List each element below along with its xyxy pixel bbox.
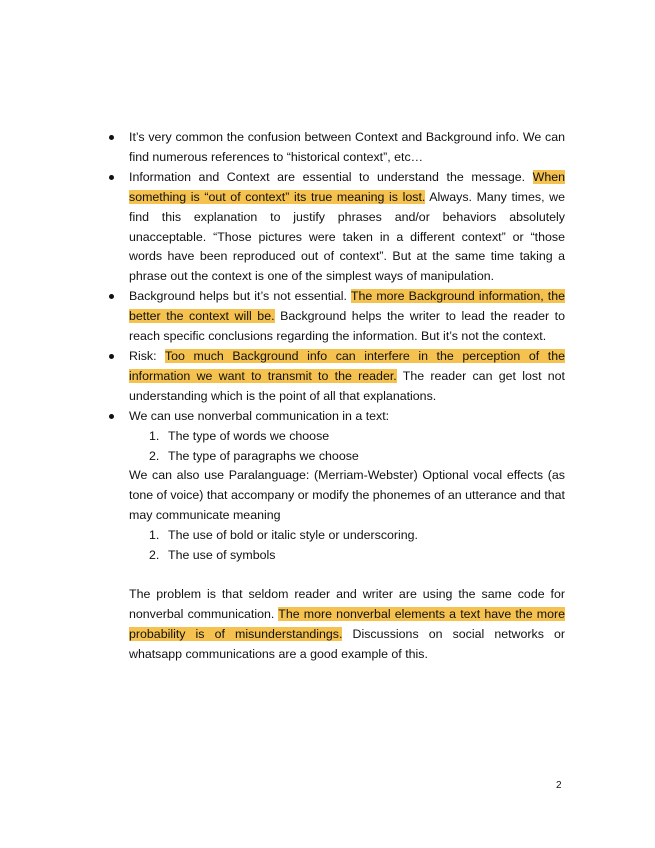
highlighted-text: When something is “out of context” its true meaning is lost. <box>129 169 565 204</box>
closing-text: Discussions on social networks or whatsapp communications are a good example of this. <box>129 626 566 661</box>
bullet-text: Background helps the writer to lead the reader to reach specific conclusions regarding the information. But it’s not the context. <box>129 309 565 344</box>
bullet-text: Background helps but it’s not essential. <box>129 289 351 304</box>
highlighted-text: The more Background information, the better the context will be. <box>129 289 565 324</box>
numbered-item <box>149 546 565 566</box>
item-text: The use of symbols <box>168 548 276 563</box>
item-number: 2. <box>149 448 160 463</box>
page-number: 2 <box>556 780 562 791</box>
bullet-text: Information and Context are essential to understand the message. <box>129 169 533 184</box>
numbered-item <box>149 447 565 467</box>
bullet-list <box>129 128 565 566</box>
bullet-icon <box>109 135 114 140</box>
numbered-item <box>149 526 565 546</box>
bullet-icon <box>109 294 114 299</box>
bullet-item-context-confusion <box>129 128 565 168</box>
item-text: The type of paragraphs we choose <box>168 448 359 463</box>
bullet-text: Risk: <box>129 348 165 363</box>
paralanguage-paragraph: We can also use Paralanguage: (Merriam-Webster) Optional vocal effects (as tone of voice) that accompany or modify the phonemes of an utterance and that may communicate meaning <box>129 468 566 523</box>
closing-paragraph <box>129 585 565 665</box>
numbered-list-paralanguage <box>129 526 565 566</box>
item-number: 1. <box>149 428 160 443</box>
numbered-list-text-choices <box>129 427 565 467</box>
bullet-icon <box>109 175 114 180</box>
bullet-text: It’s very common the confusion between Context and Background info. We can find numerous references to “historical context”, etc… <box>129 130 565 164</box>
highlighted-text: Too much Background info can interfere in the perception of the information we want to transmit to the reader. <box>129 348 565 383</box>
bullet-item-risk <box>129 347 565 407</box>
item-number: 2. <box>149 548 160 563</box>
bullet-item-nonverbal <box>129 407 565 566</box>
closing-text: The problem is that seldom reader and writer are using the same code for nonverbal communication. <box>129 586 565 621</box>
bullet-icon <box>109 354 114 359</box>
bullet-item-information-context <box>129 168 565 287</box>
item-text: The type of words we choose <box>168 428 330 443</box>
numbered-item <box>149 427 565 447</box>
bullet-item-background <box>129 287 565 347</box>
bullet-text: Always. Many times, we find this explanation to justify phrases and/or behaviors absolutely unacceptable. “Those pictures were taken in a different context” or “those words have been reproduced out of context”. But at the same time taking a phrase out the context is one of the simplest ways of manipulation. <box>129 189 565 284</box>
bullet-text: The reader can get lost not understanding which is the point of all that explanations. <box>129 368 566 403</box>
page-content <box>129 128 565 665</box>
item-number: 1. <box>149 528 160 543</box>
bullet-text: We can use nonverbal communication in a text: <box>129 408 390 423</box>
bullet-icon <box>109 414 114 419</box>
highlighted-text: The more nonverbal elements a text have the more probability is of misunderstandings. <box>129 606 565 641</box>
item-text: The use of bold or italic style or underscoring. <box>168 528 419 543</box>
